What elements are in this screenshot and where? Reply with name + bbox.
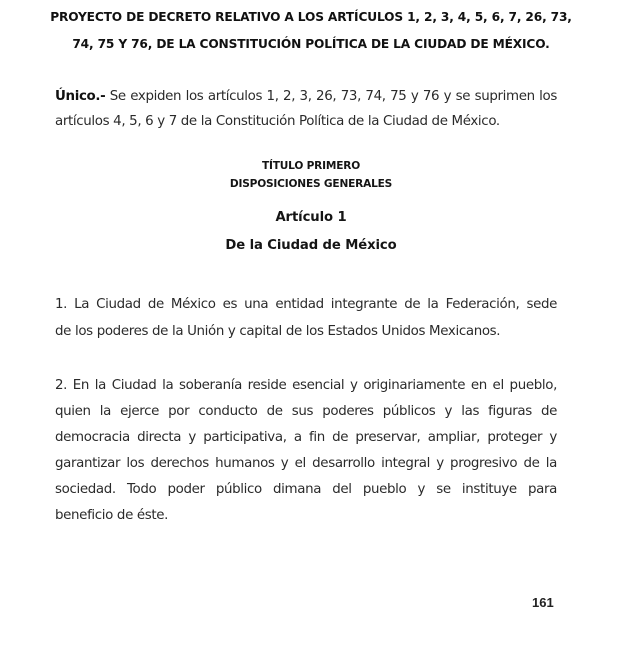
decree-title-line-1: PROYECTO DE DECRETO RELATIVO A LOS ARTÍCULOS 1, 2, 3, 4, 5, 6, 7, 26, 73, [50,10,572,24]
titulo-subtitle: DISPOSICIONES GENERALES [229,178,393,190]
paragraph-2-line-2: quien la ejerce por conducto de sus poderes públicos y las figuras de [55,404,557,419]
paragraph-1-line-1: 1. La Ciudad de México es una entidad integrante de la Federación, sede [55,297,557,312]
article-heading: Artículo 1 [275,210,347,225]
unico-text: Se expiden los artículos 1, 2, 3, 26, 73, 74, 75 y 76 y se suprimen los [105,89,557,104]
titulo-heading: TÍTULO PRIMERO [261,160,361,172]
decree-title-line-2: 74, 75 Y 76, DE LA CONSTITUCIÓN POLÍTICA DE LA CIUDAD DE MÉXICO. [72,37,550,51]
paragraph-2-line-3: democracia directa y participativa, a fin de preservar, ampliar, proteger y [55,430,557,445]
paragraph-1-line-2: de los poderes de la Unión y capital de los Estados Unidos Mexicanos. [55,324,501,339]
page-number: 161 [532,595,554,610]
unico-paragraph-line-1 [55,89,557,104]
paragraph-2-line-6: beneficio de éste. [55,508,169,523]
paragraph-2-line-5: sociedad. Todo poder público dimana del pueblo y se instituye para [55,482,557,497]
paragraph-2-line-4: garantizar los derechos humanos y el desarrollo integral y progresivo de la [55,456,557,471]
paragraph-2-line-1: 2. En la Ciudad la soberanía reside esencial y originariamente en el pueblo, [55,378,557,393]
unico-label: Único.- [55,89,106,104]
article-subtitle: De la Ciudad de México [225,238,397,253]
unico-paragraph-line-2: artículos 4, 5, 6 y 7 de la Constitución Política de la Ciudad de México. [55,114,500,129]
